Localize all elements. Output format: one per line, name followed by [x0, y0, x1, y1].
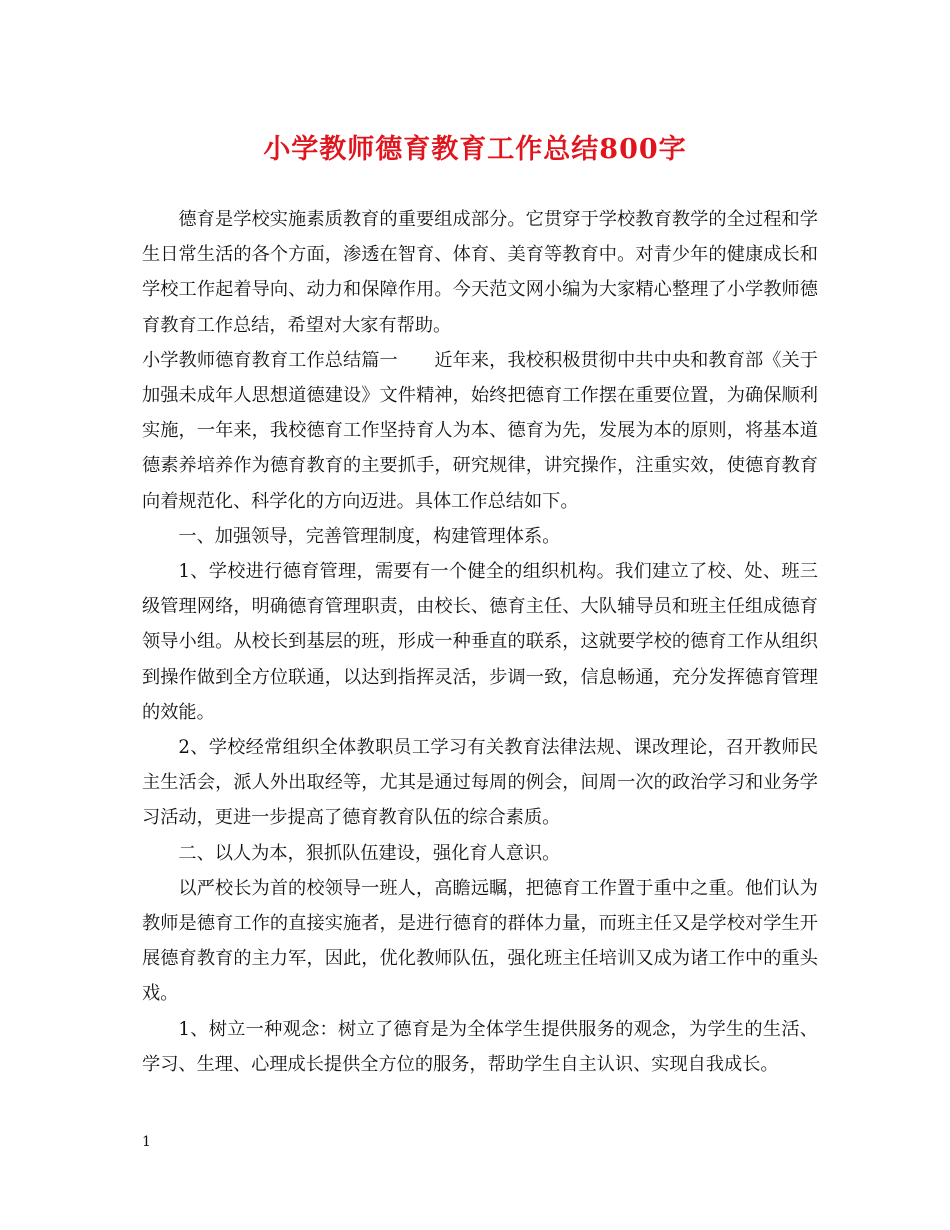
paragraph-concept: 1、树立一种观念：树立了德育是为全体学生提供服务的观念，为学生的生活、学习、生理、心理成长提供全方位的服务，帮助学生自主认识、实现自我成长。 [142, 1018, 818, 1075]
document-body [142, 202, 818, 1082]
paragraph-summary-part-one: 小学教师德育教育工作总结篇一 近年来，我校积极贯彻中共中央和教育部《关于加强未成年人思想道德建设》文件精神，始终把德育工作摆在重要位置，为确保顺利实施，一年来，我校德育工作坚持育人为本、德育为先，发展为本的原则，将基本道德素养培养作为德育教育的主要抓手，研究规律，讲究操作，注重实效，使德育教育向着规范化、科学化的方向迈进。具体工作总结如下。 [142, 349, 818, 512]
section-heading-1: 一、加强领导，完善管理制度，构建管理体系。 [178, 525, 561, 547]
paragraph-management-1: 1、学校进行德育管理，需要有一个健全的组织机构。我们建立了校、处、班三级管理网络，明确德育管理职责，由校长、德育主任、大队辅导员和班主任组成德育领导小组。从校长到基层的班，形成一种垂直的联系，这就要学校的德育工作从组织到操作做到全方位联通，以达到指挥灵活，步调一致，信息畅通，充分发挥德育管理的效能。 [142, 561, 818, 723]
paragraph-management-2: 2、学校经常组织全体教职员工学习有关教育法律法规、课改理论，召开教师民主生活会，派人外出取经等，尤其是通过每周的例会，间周一次的政治学习和业务学习活动，更进一步提高了德育教育队伍的综合素质。 [142, 737, 818, 829]
paragraph-intro: 德育是学校实施素质教育的重要组成部分。它贯穿于学校教育教学的全过程和学生日常生活的各个方面，渗透在智育、体育、美育等教育中。对青少年的健康成长和学校工作起着导向、动力和保障作用。今天范文网小编为大家精心整理了小学教师德育教育工作总结，希望对大家有帮助。 [142, 209, 818, 336]
paragraph-team-building: 以严校长为首的校领导一班人，高瞻远瞩，把德育工作置于重中之重。他们认为教师是德育工作的直接实施者，是进行德育的群体力量，而班主任又是学校对学生开展德育教育的主力军，因此，优化教师队伍，强化班主任培训又成为诸工作中的重头戏。 [142, 877, 818, 1005]
document-title: 小学教师德育教育工作总结800字 [263, 134, 687, 165]
page-number: 1 [142, 1134, 151, 1150]
section-heading-2: 二、以人为本，狠抓队伍建设，强化育人意识。 [178, 842, 561, 864]
